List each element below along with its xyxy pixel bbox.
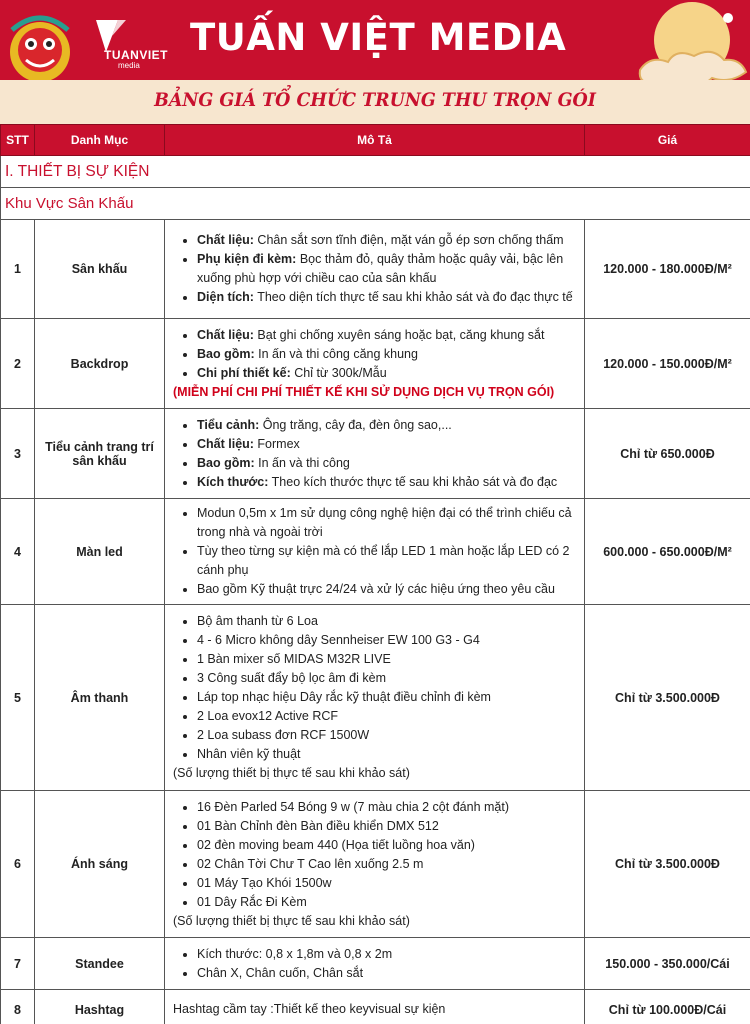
table-row (1, 499, 750, 605)
list-item: • 3 Công suất đẩy bộ lọc âm đi kèm (197, 669, 578, 688)
table-row (1, 938, 750, 990)
row-number: 7 (1, 938, 35, 990)
row-description (165, 499, 585, 605)
list-item: • 01 Bàn Chỉnh đèn Bàn điều khiển DMX 512 (197, 817, 578, 836)
list-item: • Chất liệu: Chân sắt sơn tĩnh điện, mặt ván gỗ ép sơn chống thấm (197, 231, 578, 250)
survey-footnote: (Số lượng thiết bị thực tế sau khi khảo sát) (173, 913, 410, 928)
list-item: • 2 Loa evox12 Active RCF (197, 707, 578, 726)
row-category: Hashtag (35, 990, 165, 1024)
row-number: 1 (1, 220, 35, 319)
row-category: Ánh sáng (35, 791, 165, 938)
row-price: Chỉ từ 3.500.000Đ (585, 791, 750, 938)
survey-footnote: (Số lượng thiết bị thực tế sau khi khảo sát) (173, 766, 410, 780)
list-item: • 4 - 6 Micro không dây Sennheiser EW 100 G3 - G4 (197, 631, 578, 650)
list-item: • Láp top nhạc hiệu Dây rắc kỹ thuật điều chỉnh đi kèm (197, 688, 578, 707)
list-item: • Chân X, Chân cuốn, Chân sắt (197, 964, 578, 983)
list-item: • Phụ kiện đi kèm: Bọc thảm đỏ, quây thảm hoặc quây vải, bậc lên xuống phù hợp với chiều cao của sân khấu (197, 250, 578, 288)
row-description (165, 319, 585, 409)
list-item: • 01 Máy Tạo Khói 1500w (197, 874, 578, 893)
logo-text: TUANVIET (104, 48, 168, 62)
list-item: • 02 đèn moving beam 440 (Họa tiết luồng hoa văn) (197, 836, 578, 855)
row-category: Sân khấu (35, 220, 165, 319)
row-description: Hashtag cầm tay :Thiết kế theo keyvisual sự kiện (165, 990, 585, 1024)
header-description: Mô Tả (165, 125, 585, 156)
list-item: • Tiểu cảnh: Ông trăng, cây đa, đèn ông sao,... (197, 416, 578, 435)
list-item: • Diện tích: Theo diện tích thực tế sau khi khảo sát và đo đạc thực tế (197, 288, 578, 307)
logo-subtext: media (118, 61, 140, 70)
table-row (1, 220, 750, 319)
header-stt: STT (1, 125, 35, 156)
list-item: • Nhân viên kỹ thuật (197, 745, 578, 764)
list-item: • Tùy theo từng sự kiện mà có thể lắp LED 1 màn hoặc lắp LED có 2 cánh phụ (197, 542, 578, 580)
table-row (1, 409, 750, 499)
list-item: • Bao gồm: In ấn và thi công (197, 454, 578, 473)
header-price: Giá (585, 125, 750, 156)
header-category: Danh Mục (35, 125, 165, 156)
subsection-title: Khu Vực Sân Khấu (1, 188, 750, 220)
row-description (165, 220, 585, 319)
list-item: • Chất liệu: Formex (197, 435, 578, 454)
list-item: • 1 Bàn mixer số MIDAS M32R LIVE (197, 650, 578, 669)
list-item: • Bộ âm thanh từ 6 Loa (197, 612, 578, 631)
row-category: Âm thanh (35, 605, 165, 791)
list-item: • 02 Chân Tời Chư T Cao lên xuống 2.5 m (197, 855, 578, 874)
table-row (1, 990, 750, 1024)
row-number: 3 (1, 409, 35, 499)
row-price: 120.000 - 180.000Đ/M² (585, 220, 750, 319)
table-row (1, 605, 750, 791)
row-number: 5 (1, 605, 35, 791)
row-category: Standee (35, 938, 165, 990)
row-category: Màn led (35, 499, 165, 605)
list-item: • Chi phí thiết kế: Chỉ từ 300k/Mẫu (197, 364, 578, 383)
section-title: I. THIẾT BỊ SỰ KIỆN (1, 156, 750, 188)
list-item: • Kích thước: 0,8 x 1,8m và 0,8 x 2m (197, 945, 578, 964)
table-row (1, 791, 750, 938)
subsection-row (1, 188, 750, 220)
list-item: • 16 Đèn Parled 54 Bóng 9 w (7 màu chia 2 cột đánh mặt) (197, 798, 578, 817)
row-category: Tiểu cảnh trang trí sân khấu (35, 409, 165, 499)
row-price: 120.000 - 150.000Đ/M² (585, 319, 750, 409)
row-price: 150.000 - 350.000/Cái (585, 938, 750, 990)
row-description (165, 605, 585, 791)
row-number: 4 (1, 499, 35, 605)
row-description (165, 409, 585, 499)
table-header-row (1, 125, 750, 156)
table-row (1, 319, 750, 409)
page-subtitle: BẢNG GIÁ TỔ CHỨC TRUNG THU TRỌN GÓI (154, 89, 596, 111)
row-price: Chỉ từ 650.000Đ (585, 409, 750, 499)
row-description (165, 791, 585, 938)
price-table (0, 124, 750, 1024)
free-design-note: (MIỄN PHÍ CHI PHÍ THIẾT KẾ KHI SỬ DỤNG DỊCH VỤ TRỌN GÓI) (173, 384, 555, 399)
list-item: • Bao gồm: In ấn và thi công căng khung (197, 345, 578, 364)
section-row (1, 156, 750, 188)
row-description (165, 938, 585, 990)
lion-dance-icon (0, 0, 90, 80)
row-number: 2 (1, 319, 35, 409)
row-category: Backdrop (35, 319, 165, 409)
list-item: • Chất liệu: Bạt ghi chống xuyên sáng hoặc bạt, căng khung sắt (197, 326, 578, 345)
list-item: • 2 Loa subass đơn RCF 1500W (197, 726, 578, 745)
row-number: 8 (1, 990, 35, 1024)
row-number: 6 (1, 791, 35, 938)
brand-title: TUẤN VIỆT MEDIA (190, 16, 567, 59)
list-item: • Bao gồm Kỹ thuật trực 24/24 và xử lý các hiệu ứng theo yêu cầu (197, 580, 578, 599)
row-price: 600.000 - 650.000Đ/M² (585, 499, 750, 605)
list-item: • 01 Dây Rắc Đi Kèm (197, 893, 578, 912)
row-price: Chỉ từ 100.000Đ/Cái (585, 990, 750, 1024)
list-item: • Kích thước: Theo kích thước thực tế sau khi khảo sát và đo đạc (197, 473, 578, 492)
list-item: • Modun 0,5m x 1m sử dụng công nghệ hiện đại có thể trình chiếu cả trong nhà và ngoài trời (197, 504, 578, 542)
row-price: Chỉ từ 3.500.000Đ (585, 605, 750, 791)
